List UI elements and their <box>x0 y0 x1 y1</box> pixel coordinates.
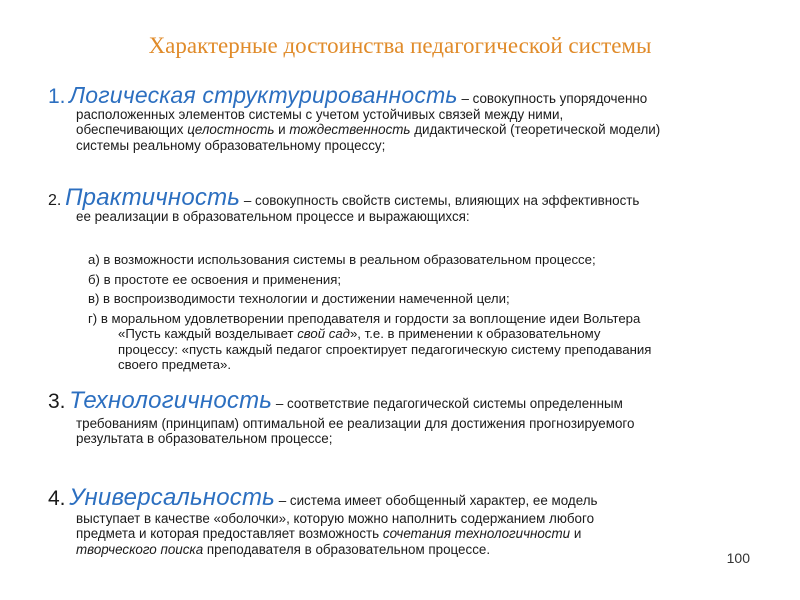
item-text: преподавателя в образовательном процессе. <box>203 541 491 557</box>
item-dash: – <box>240 193 255 208</box>
item-text-line: расположенных элементов системы с учетом устойчивых связей между ними, <box>76 106 564 122</box>
item-term: Технологичность <box>69 387 273 414</box>
page-number: 100 <box>726 550 750 566</box>
item-text-line <box>48 138 768 154</box>
item-text-line <box>48 526 768 542</box>
list-item-continued: своего предмета». <box>118 357 232 372</box>
list-text: », т.е. в применении к образовательному <box>349 326 601 341</box>
item-emphasis: сочетания технологичности <box>382 526 571 541</box>
practicality-sub-list <box>88 252 768 377</box>
item-number: 3. <box>48 390 66 413</box>
item-text-line: результата в образовательном процессе; <box>76 431 333 446</box>
item-text: совокупность свойств системы, влияющих на эффективность <box>255 193 640 208</box>
item-text: предмета и которая предоставляет возможность <box>76 526 383 541</box>
item-text: совокупность упорядоченно <box>472 91 648 106</box>
list-emphasis: свой <box>297 326 326 341</box>
item-logical-structure <box>48 82 768 153</box>
item-end-mark: ; <box>381 137 386 153</box>
item-technological <box>48 387 768 447</box>
item-number: 4. <box>48 487 66 510</box>
item-text: дидактической (теоретической модели) <box>410 122 661 137</box>
item-text: системы реальному образовательному процессу <box>76 137 382 153</box>
item-emphasis: целостность <box>187 122 275 137</box>
item-term: Практичность <box>65 184 241 211</box>
item-dash: – <box>457 91 473 106</box>
item-text: и <box>274 122 290 137</box>
item-text: система имеет обобщенный характер, ее модель <box>289 493 598 508</box>
list-text: «Пусть каждый возделывает <box>118 326 298 341</box>
list-item: г) в моральном удовлетворении преподавателя и гордости за воплощение идеи Вольтера <box>88 310 641 326</box>
item-text-line <box>48 122 768 138</box>
item-dash: – <box>272 396 287 411</box>
item-universality <box>48 484 768 557</box>
item-term: Логическая структурированность <box>69 82 458 108</box>
item-text-line <box>48 542 768 558</box>
item-text-line: выступает в качестве «оболочки», которую можно наполнить содержанием любого <box>76 510 595 526</box>
item-practicality <box>48 184 768 224</box>
list-item-continued: процессу: «пусть каждый педагог спроектирует педагогическую систему преподавания <box>118 341 652 357</box>
item-text: обеспечивающих <box>76 122 188 137</box>
list-item-continued <box>88 326 768 342</box>
item-term: Универсальность <box>69 484 275 511</box>
page-title: Характерные достоинства педагогической системы <box>148 33 652 58</box>
item-text: соответствие педагогической системы определенным <box>286 396 623 411</box>
item-emphasis: тождественность <box>289 122 411 137</box>
item-dash: – <box>274 493 290 508</box>
list-emphasis: сад <box>328 326 350 341</box>
item-text: и <box>570 526 582 541</box>
list-item: в) в воспроизводимости технологии и достижении намеченной цели; <box>88 291 510 306</box>
list-item: а) в возможности использования системы в реальном образовательном процессе; <box>88 252 596 267</box>
item-number: 2. <box>48 192 62 209</box>
item-text-line: ее реализации в образовательном процессе и выражающихся: <box>76 208 470 224</box>
item-emphasis: творческого поиска <box>76 541 204 557</box>
item-number: 1. <box>48 85 66 108</box>
list-item: б) в простоте ее освоения и применения; <box>88 271 342 287</box>
item-text-line: требованиям (принципам) оптимальной ее реализации для достижения прогнозируемого <box>76 415 635 431</box>
